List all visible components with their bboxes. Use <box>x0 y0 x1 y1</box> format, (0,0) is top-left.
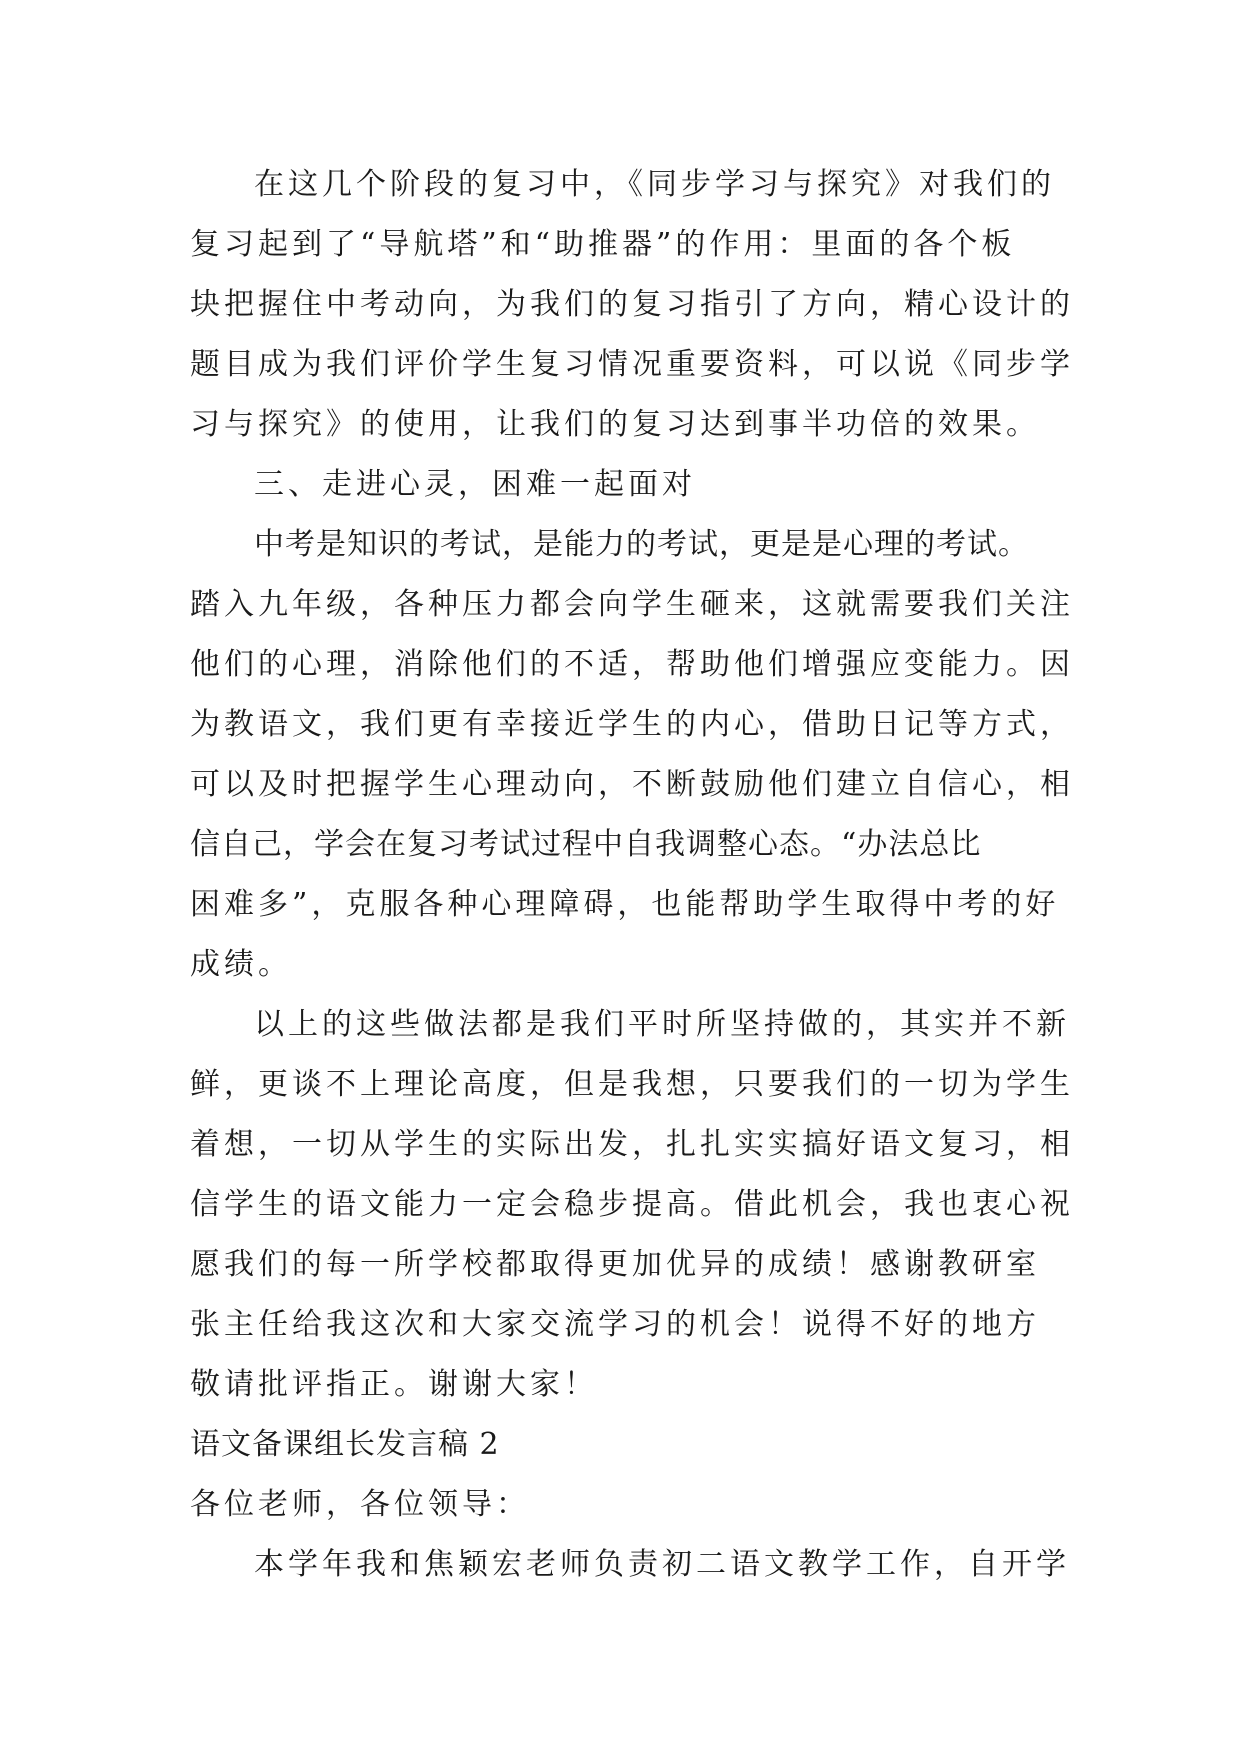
paragraph-line: 块把握住中考动向，为我们的复习指引了方向，精心设计的 <box>190 287 1074 322</box>
document-body <box>190 155 1074 1595</box>
paragraph-line: 敬请批评指正。谢谢大家！ <box>190 1367 598 1402</box>
section-heading: 三、走进心灵，困难一起面对 <box>254 467 696 502</box>
paragraph-line: 题目成为我们评价学生复习情况重要资料，可以说《同步学 <box>190 347 1074 382</box>
paragraph-line: 他们的心理，消除他们的不适，帮助他们增强应变能力。因 <box>190 647 1074 682</box>
paragraph-line: 为教语文，我们更有幸接近学生的内心，借助日记等方式， <box>190 707 1074 742</box>
salutation: 各位老师，各位领导： <box>190 1487 530 1522</box>
paragraph-line: 可以及时把握学生心理动向，不断鼓励他们建立自信心，相 <box>190 767 1074 802</box>
paragraph-line: 中考是知识的考试，是能力的考试，更是是心理的考试。 <box>254 527 1029 562</box>
paragraph-line: 着想，一切从学生的实际出发，扎扎实实搞好语文复习，相 <box>190 1127 1074 1162</box>
paragraph-line: 本学年我和焦颖宏老师负责初二语文教学工作，自开学 <box>254 1547 1070 1582</box>
paragraph-line: 踏入九年级，各种压力都会向学生砸来，这就需要我们关注 <box>190 587 1074 622</box>
paragraph-line: 在这几个阶段的复习中，《同步学习与探究》对我们的 <box>254 167 1055 202</box>
paragraph-line: 愿我们的每一所学校都取得更加优异的成绩！感谢教研室 <box>190 1247 1040 1282</box>
paragraph-line: 成绩。 <box>190 947 292 982</box>
paragraph-line: 困难多”，克服各种心理障碍，也能帮助学生取得中考的好 <box>190 887 1060 922</box>
paragraph-line: 信学生的语文能力一定会稳步提高。借此机会，我也衷心祝 <box>190 1187 1074 1222</box>
paragraph-line: 以上的这些做法都是我们平时所坚持做的，其实并不新 <box>254 1007 1070 1042</box>
paragraph-line: 鲜，更谈不上理论高度，但是我想，只要我们的一切为学生 <box>190 1067 1074 1102</box>
paragraph-line: 复习起到了“导航塔”和“助推器”的作用：里面的各个板 <box>190 227 1016 262</box>
paragraph-line: 张主任给我这次和大家交流学习的机会！说得不好的地方 <box>190 1307 1040 1342</box>
paragraph-line: 习与探究》的使用，让我们的复习达到事半功倍的效果。 <box>190 407 1040 442</box>
document-title: 语文备课组长发言稿 2 <box>190 1427 500 1462</box>
paragraph-line: 信自己，学会在复习考试过程中自我调整心态。“办法总比 <box>190 827 982 862</box>
